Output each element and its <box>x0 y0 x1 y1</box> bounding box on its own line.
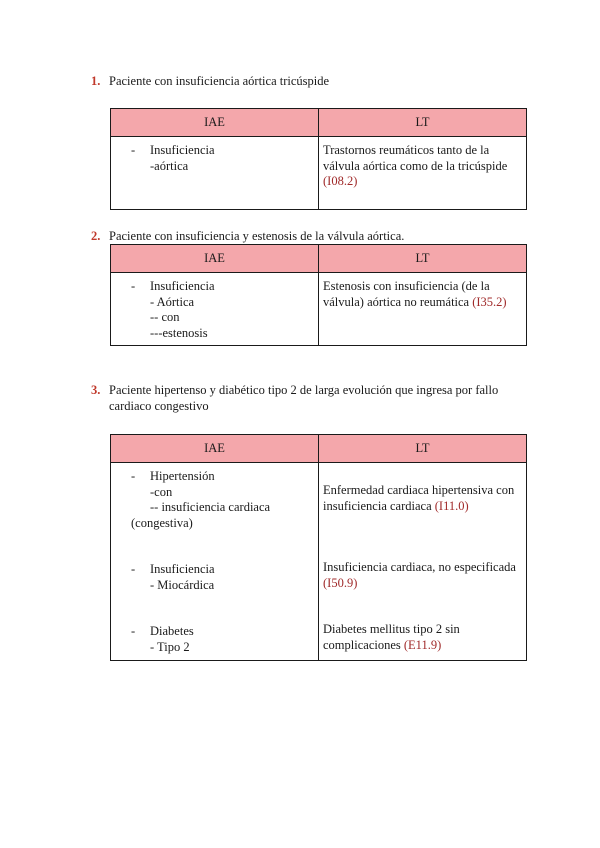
iae-term: Insuficiencia <box>150 562 215 576</box>
icd-code: (I50.9) <box>323 575 358 590</box>
iae-term: Hipertensión <box>150 469 215 483</box>
coding-table-3 <box>110 434 527 661</box>
iae-term: - Aórtica <box>150 294 195 309</box>
iae-entry <box>131 562 314 593</box>
iae-term: -- insuficiencia cardiaca <box>150 500 271 514</box>
header-lt: LT <box>319 435 527 463</box>
question-3 <box>91 382 531 414</box>
iae-term: Diabetes <box>150 624 194 638</box>
header-iae: IAE <box>111 245 319 273</box>
question-text: Paciente hipertenso y diabético tipo 2 de larga evolución que ingresa por fallo cardiaco congestivo <box>109 383 499 413</box>
iae-term: (congestiva) <box>131 515 193 530</box>
iae-term: - Miocárdica <box>150 577 215 592</box>
icd-code: (I08.2) <box>323 174 358 188</box>
lt-description: Estenosis con insuficiencia (de la válvula) aórtica no reumática <box>323 279 490 309</box>
coding-table-2 <box>110 244 527 346</box>
table-row <box>111 463 527 661</box>
lt-description: Trastornos reumáticos tanto de la válvula aórtica como de la tricúspide <box>323 143 508 173</box>
list-dash: - <box>131 469 136 483</box>
list-dash: - <box>131 624 136 638</box>
question-1 <box>91 73 531 89</box>
header-lt: LT <box>319 245 527 273</box>
iae-term: - Tipo 2 <box>150 639 190 654</box>
question-text: Paciente con insuficiencia aórtica tricúspide <box>109 74 330 88</box>
icd-code: (E11.9) <box>403 637 442 652</box>
question-2 <box>91 228 531 244</box>
coding-table-1 <box>110 108 527 210</box>
question-number: 2. <box>91 229 101 243</box>
table-row <box>111 273 527 346</box>
lt-description: Diabetes mellitus tipo 2 sin complicaciones <box>323 622 460 652</box>
iae-term: ---estenosis <box>150 325 208 340</box>
icd-code: (I35.2) <box>472 294 507 309</box>
lt-description: Enfermedad cardiaca hipertensiva con insuficiencia cardiaca <box>323 483 515 513</box>
iae-term: -aórtica <box>150 158 189 173</box>
iae-entry <box>131 624 314 655</box>
iae-entry <box>131 469 314 531</box>
lt-cell <box>319 137 527 210</box>
iae-cell <box>111 273 319 346</box>
question-number: 1. <box>91 74 101 88</box>
iae-cell <box>111 137 319 210</box>
iae-term: -- con <box>150 310 180 324</box>
lt-cell <box>319 273 527 346</box>
header-lt: LT <box>319 109 527 137</box>
list-dash: - <box>131 143 136 157</box>
lt-description: Insuficiencia cardiaca, no especificada <box>323 560 516 574</box>
iae-term: Insuficiencia <box>150 279 215 293</box>
list-dash: - <box>131 279 136 293</box>
question-number: 3. <box>91 383 101 397</box>
question-text: Paciente con insuficiencia y estenosis de la válvula aórtica. <box>109 229 405 243</box>
lt-entry <box>323 560 522 591</box>
header-iae: IAE <box>111 435 319 463</box>
icd-code: (I11.0) <box>434 498 469 513</box>
lt-entry <box>323 622 522 653</box>
iae-term: -con <box>150 484 173 499</box>
iae-cell <box>111 463 319 661</box>
lt-cell <box>319 463 527 661</box>
iae-term: Insuficiencia <box>150 143 215 157</box>
list-dash: - <box>131 562 136 576</box>
table-row <box>111 137 527 210</box>
lt-entry <box>323 483 522 514</box>
header-iae: IAE <box>111 109 319 137</box>
